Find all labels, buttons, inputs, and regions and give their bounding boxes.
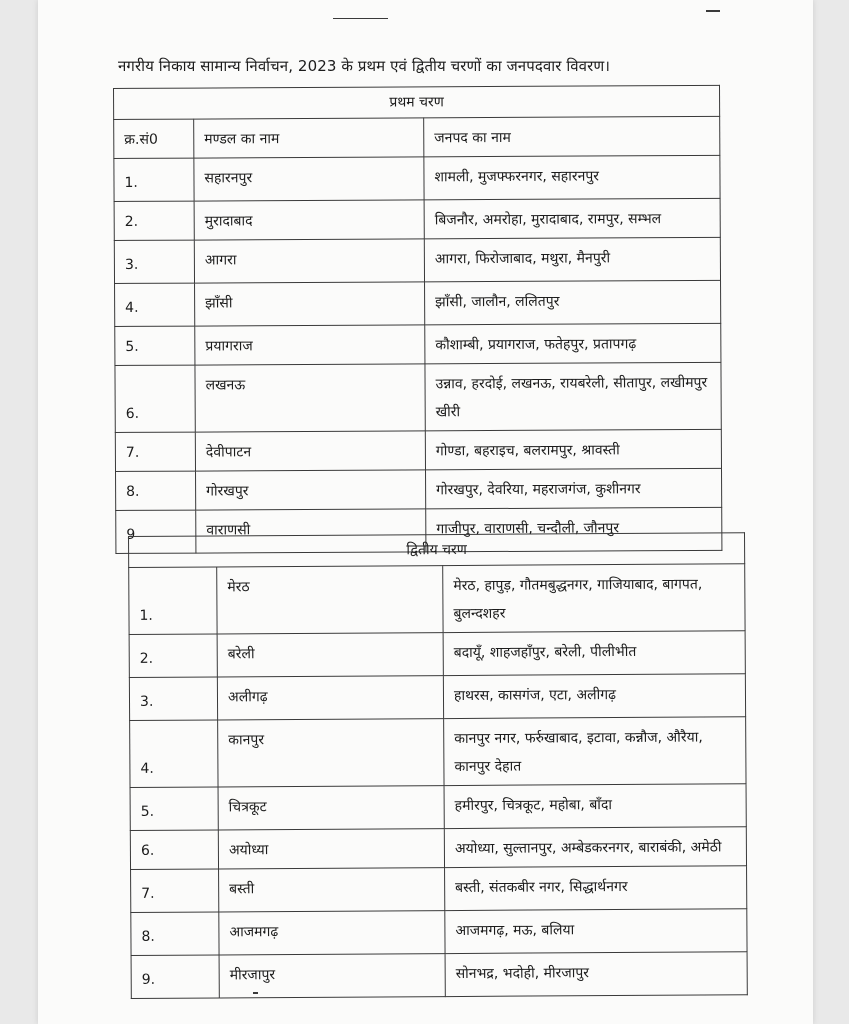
table-row (114, 237, 720, 283)
division-cell: सहारनपुर (194, 157, 424, 201)
serial-cell: 9. (131, 955, 219, 999)
table-row (114, 198, 720, 240)
serial-cell: 8. (131, 912, 219, 956)
district-cell: गोरखपुर, देवरिया, महराजगंज, कुशीनगर (426, 468, 722, 509)
serial-cell: 6. (115, 365, 195, 432)
table-row (115, 323, 721, 365)
serial-cell: 1. (129, 567, 217, 635)
district-cell: गाजीपुर, वाराणसी, चन्दौली, जौनपुर (426, 507, 722, 552)
serial-cell: 1. (114, 158, 194, 201)
district-cell: सोनभद्र, भदोही, मीरजापुर (445, 952, 747, 997)
serial-cell: 5. (115, 326, 195, 365)
division-cell: गोरखपुर (196, 470, 426, 510)
table-row (115, 429, 721, 471)
table-row (131, 909, 747, 956)
division-cell: आगरा (194, 239, 424, 283)
district-cell: बदायूँ, शाहजहाँपुर, बरेली, पीलीभीत (443, 631, 745, 676)
table-row (114, 155, 720, 201)
serial-cell: 6. (130, 830, 218, 870)
serial-cell: 4. (130, 720, 218, 788)
phase1-table (113, 85, 722, 554)
table-row (115, 280, 721, 326)
header-district: जनपद का नाम (424, 116, 720, 157)
district-cell: आगरा, फिरोजाबाद, मथुरा, मैनपुरी (424, 237, 720, 282)
division-cell: मुरादाबाद (194, 200, 424, 240)
division-cell: झाँसी (195, 282, 425, 326)
division-cell: अयोध्या (218, 829, 444, 869)
division-cell: मीरजापुर (219, 954, 445, 998)
phase2-label-row (129, 533, 745, 568)
serial-cell: 3. (114, 240, 194, 283)
division-cell: मेरठ (217, 566, 443, 634)
table-row (115, 362, 721, 432)
division-cell: वाराणसी (196, 509, 426, 553)
district-cell: हाथरस, कासगंज, एटा, अलीगढ़ (443, 674, 745, 719)
serial-cell: 5. (130, 787, 218, 831)
serial-cell: 7. (115, 432, 195, 471)
serial-cell: 3. (129, 677, 217, 721)
table-row (129, 674, 745, 721)
division-cell: आजमगढ़ (219, 911, 445, 955)
serial-cell: 8. (116, 471, 196, 510)
serial-cell: 9 (116, 510, 196, 553)
division-cell: कानपुर (218, 719, 444, 787)
district-cell: कौशाम्बी, प्रयागराज, फतेहपुर, प्रतापगढ़ (425, 323, 721, 364)
division-cell: प्रयागराज (195, 325, 425, 365)
district-cell: आजमगढ़, मऊ, बलिया (445, 909, 747, 954)
header-row (114, 116, 720, 158)
district-cell: गोण्डा, बहराइच, बलरामपुर, श्रावस्ती (425, 429, 721, 470)
district-cell: झाँसी, जालौन, ललितपुर (425, 280, 721, 325)
serial-cell: 7. (131, 869, 219, 913)
header-division: मण्डल का नाम (194, 118, 424, 158)
district-cell: हमीरपुर, चित्रकूट, महोबा, बाँदा (444, 784, 746, 829)
division-cell: अलीगढ़ (217, 676, 443, 720)
district-cell: कानपुर नगर, फर्रुखाबाद, इटावा, कन्नौज, औरैया, कानपुर देहात (444, 717, 746, 786)
table-row (131, 866, 747, 913)
scan-mark (706, 10, 720, 12)
phase1-label-row (114, 85, 720, 119)
table-row (130, 827, 746, 870)
serial-cell: 4. (115, 283, 195, 326)
table-row (131, 952, 747, 999)
serial-cell: 2. (129, 634, 217, 678)
table-row (130, 784, 746, 831)
division-cell: बस्ती (219, 868, 445, 912)
phase1-label: प्रथम चरण (114, 85, 720, 119)
table-row (129, 564, 745, 635)
district-cell: शामली, मुजफ्फरनगर, सहारनपुर (424, 155, 720, 200)
division-cell: देवीपाटन (195, 431, 425, 471)
phase2-label: द्वितीय चरण (129, 533, 745, 568)
serial-cell: 2. (114, 201, 194, 240)
division-cell: लखनऊ (195, 364, 425, 432)
district-cell: मेरठ, हापुड़, गौतमबुद्धनगर, गाजियाबाद, बागपत, बुलन्दशहर (443, 564, 745, 633)
district-cell: उन्नाव, हरदोई, लखनऊ, रायबरेली, सीतापुर, लखीमपुर खीरी (425, 362, 721, 431)
header-serial: क्र.सं0 (114, 119, 194, 158)
table-row (130, 717, 746, 788)
district-cell: बिजनौर, अमरोहा, मुरादाबाद, रामपुर, सम्भल (424, 198, 720, 239)
document-title: नगरीय निकाय सामान्य निर्वाचन, 2023 के प्रथम एवं द्वितीय चरणों का जनपदवार विवरण। (118, 57, 611, 75)
phase2-table (128, 532, 748, 999)
district-cell: बस्ती, संतकबीर नगर, सिद्धार्थनगर (445, 866, 747, 911)
division-cell: बरेली (217, 633, 443, 677)
table-row (129, 631, 745, 678)
scan-mark (333, 18, 388, 19)
district-cell: अयोध्या, सुल्तानपुर, अम्बेडकरनगर, बाराबंकी, अमेठी (444, 827, 746, 868)
table-row (116, 468, 722, 510)
division-cell: चित्रकूट (218, 786, 444, 830)
